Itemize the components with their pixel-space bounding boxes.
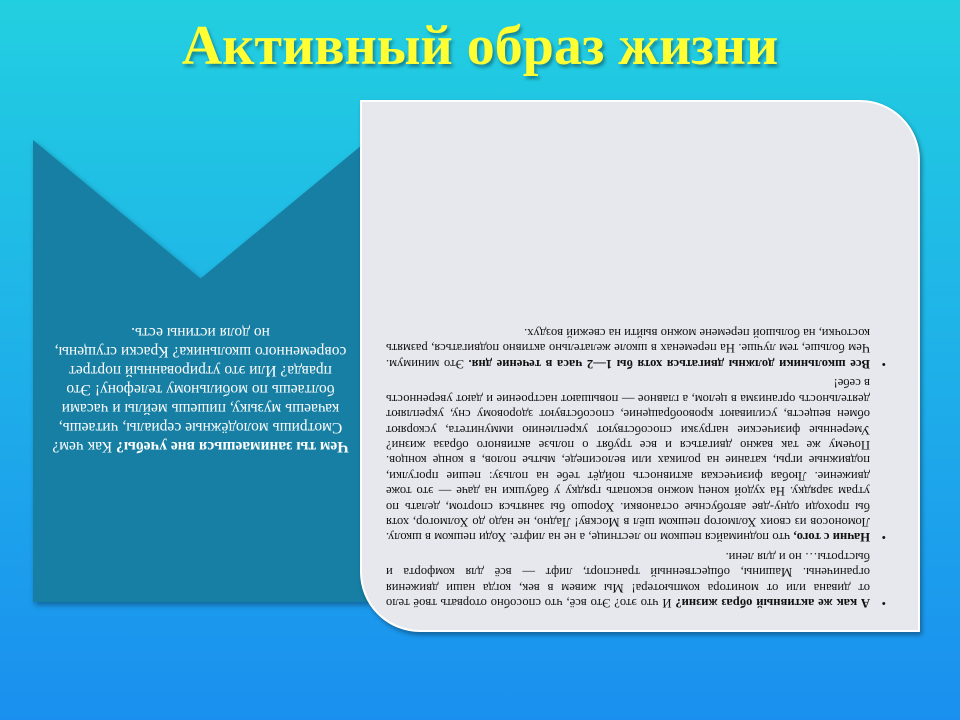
- bullet-icon: •: [881, 356, 886, 371]
- text-card: [360, 100, 920, 632]
- list-item-lead: А как же активный образ жизни?: [675, 596, 870, 610]
- list-item-lead: Все школьники должны двигаться хотя бы 1—2 часа в течение дня.: [468, 356, 870, 371]
- chevron-body: Как чем? Смотришь молодёжные сериалы, читаешь, качаешь музыку, пишешь мейлы и часами болтаешь по мобильному телефону! Это правда? Или это утрированный портрет современного школьника? Краски сгущены, но доля истины есть.: [52, 324, 347, 456]
- bullet-icon: •: [881, 530, 886, 545]
- bullet-list: [386, 325, 888, 610]
- list-item-text: И что это? Это всё, что способно оторвать твоё тело от дивана или от монитора компьютера! Мы живем в век, когда наши движения ограничены. Машины, общественный транспорт, лифт — всё для комфорта и быстроты… но и для лени.: [385, 549, 870, 610]
- list-item-lead: Начни с того,: [793, 530, 870, 545]
- list-item: [386, 325, 886, 371]
- card-text-block: [362, 102, 918, 630]
- bullet-icon: •: [881, 596, 886, 610]
- slide-title: Активный образ жизни: [181, 15, 779, 77]
- chevron-question: Чем ты занимаешься вне учебы?: [116, 438, 349, 456]
- list-item-text: что поднимайся пешком по лестнице, а не на лифте. Ходи пешком в школу. Ломоносов из своих Холмогор пешком шёл в Москву! Ладно, не надо до Холмогор, хотя бы проходи одну-две автобусные остановки. Хорошо бы заняться спортом, делать по утрам зарядку. На худой конец можно вскопать грядку у бабушки на даче — это тоже движение. Любая физическая активность пойдёт тебе на пользу: пешие прогулки, подвижные игры, катание на роликах или велосипеде, мытье полов, в конце концов. Почему же так важно двигаться и все трубят о пользе активного образа жизни? Умеренные физические нагрузки способствуют укреплению иммунитета, ускоряют обмен веществ, усиливают кровообращение, способствуют здоровому сну, укрепляют деятельность организма в целом, а главное — повышают настроение и дают уверенность в себе!: [386, 376, 870, 545]
- chevron-text-block: [39, 240, 362, 540]
- chevron-panel: [33, 140, 368, 602]
- list-item: [385, 548, 886, 610]
- list-item-text: Это минимум. Чем больше, тем лучше. На переменах в школе желательно активно подвигаться, размять косточки, на большой перемене можно выйти на свежий воздух.: [386, 326, 870, 371]
- list-item: [386, 375, 886, 545]
